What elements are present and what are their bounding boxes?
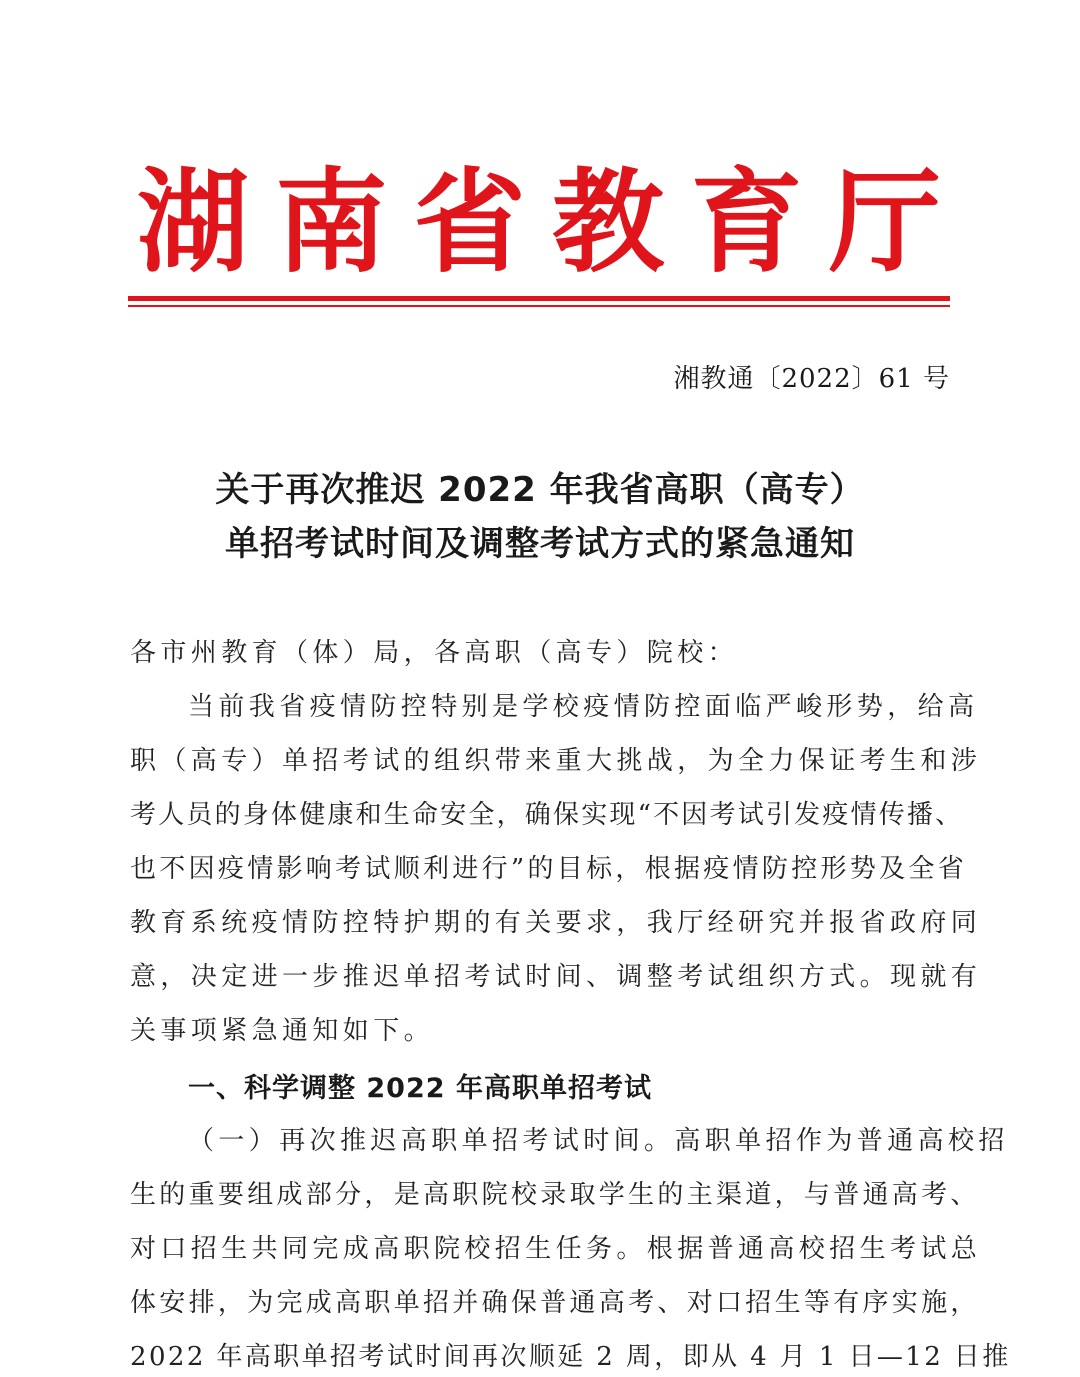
paragraph-line: 也不因疫情影响考试顺利进行”的目标，根据疫情防控形势及全省 <box>130 854 967 884</box>
paragraph-line: 体安排，为完成高职单招并确保普通高考、对口招生等有序实施， <box>130 1288 980 1318</box>
salutation: 各市州教育（体）局，各高职（高专）院校： <box>130 638 739 668</box>
paragraph-line: 当前我省疫情防控特别是学校疫情防控面临严峻形势，给高 <box>188 692 979 722</box>
paragraph-line: 生的重要组成部分，是高职院校录取学生的主渠道，与普通高考、 <box>130 1180 980 1210</box>
masthead-divider <box>128 296 950 301</box>
paragraph-line: 考人员的身体健康和生命安全，确保实现“不因考试引发疫情传播、 <box>130 800 964 830</box>
masthead-char: 湖 <box>137 158 249 288</box>
paragraph-line: 关事项紧急通知如下。 <box>130 1016 435 1046</box>
masthead-char: 南 <box>275 158 388 288</box>
paragraph-line: 职（高专）单招考试的组织带来重大挑战，为全力保证考生和涉 <box>130 746 982 776</box>
masthead-char: 厅 <box>828 158 941 288</box>
paragraph-line: 2022 年高职单招考试时间再次顺延 2 周，即从 4 月 1 日—12 日推 <box>130 1342 1011 1372</box>
paragraph-line: （一）再次推迟高职单招考试时间。高职单招作为普通高校招 <box>188 1126 1009 1156</box>
paragraph-line: 对口招生共同完成高职院校招生任务。根据普通高校招生考试总 <box>130 1234 982 1264</box>
masthead-char: 省 <box>413 158 526 288</box>
notice-title-line-1: 关于再次推迟 2022 年我省高职（高专） <box>215 470 865 510</box>
paragraph-line: 意，决定进一步推迟单招考试时间、调整考试组织方式。现就有 <box>130 962 982 992</box>
document-number: 湘教通〔2022〕61 号 <box>673 364 950 394</box>
paragraph-line: 教育系统疫情防控特护期的有关要求，我厅经研究并报省政府同 <box>130 908 982 938</box>
masthead-divider-thin <box>128 305 950 307</box>
masthead-title <box>128 158 950 288</box>
masthead-char: 教 <box>552 158 665 288</box>
notice-title-line-2: 单招考试时间及调整考试方式的紧急通知 <box>225 524 855 564</box>
masthead-char: 育 <box>690 158 803 288</box>
section-heading: 一、科学调整 2022 年高职单招考试 <box>188 1073 652 1104</box>
